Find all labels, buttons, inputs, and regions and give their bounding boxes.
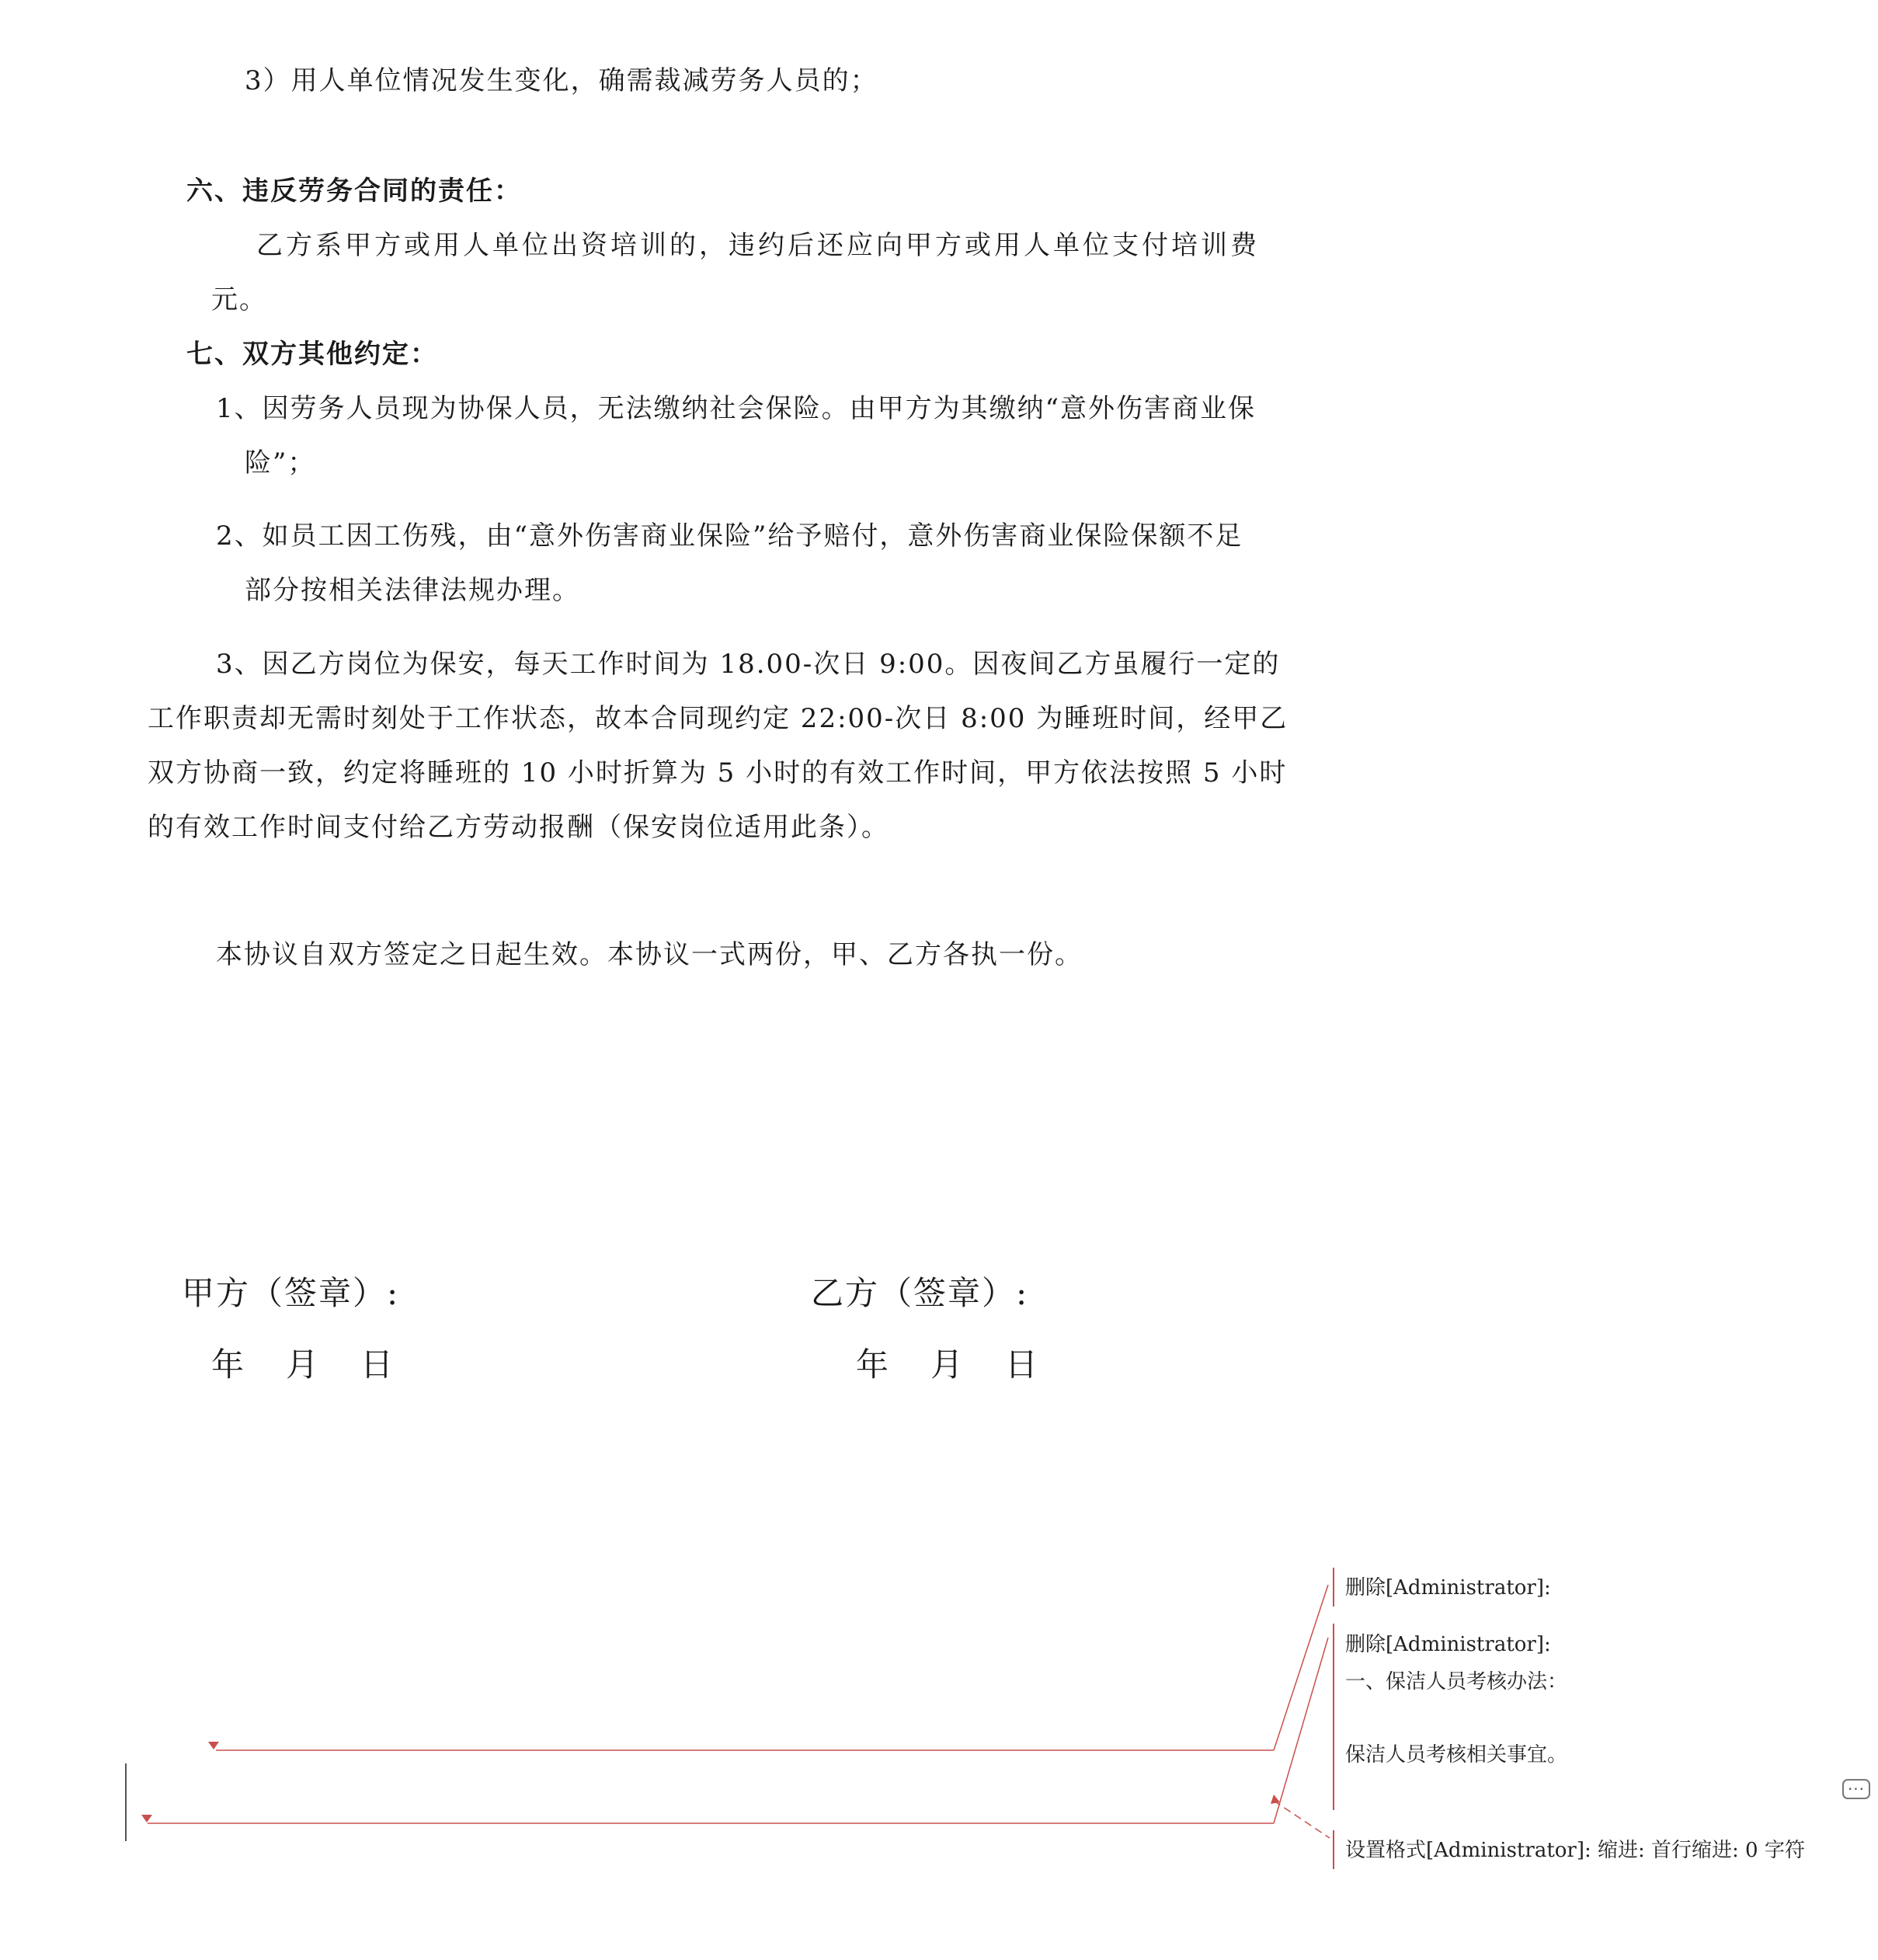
clause-3-line-3: 双方协商一致，约定将睡班的 10 小时折算为 5 小时的有效工作时间，甲方依法按照 5 小时 (148, 757, 1288, 789)
clause-2-line-1: 2、如员工因工伤残，由“意外伤害商业保险”给予赔付，意外伤害商业保险保额不足 (216, 520, 1243, 552)
party-a-date: 年 月 日 (211, 1346, 398, 1384)
revision-marker-3 (1271, 1795, 1280, 1804)
more-options-icon[interactable]: ··· (1842, 1779, 1870, 1799)
comment-3-bar (1333, 1830, 1334, 1869)
comment-2-label[interactable]: 删除[Administrator]: (1345, 1633, 1551, 1656)
comment-2-line-2: 保洁人员考核相关事宜。 (1345, 1743, 1568, 1767)
party-b-date: 年 月 日 (856, 1346, 1043, 1384)
section-7-heading: 七、双方其他约定： (186, 339, 438, 370)
comment-3-label[interactable]: 设置格式[Administrator]: 缩进: 首行缩进: 0 字符 (1345, 1839, 1805, 1862)
effective-clause: 本协议自双方签定之日起生效。本协议一式两份，甲、乙方各执一份。 (216, 939, 1083, 970)
section-6-heading: 六、违反劳务合同的责任： (186, 176, 522, 207)
revision-marker-2 (141, 1815, 152, 1822)
item-3: 3）用人单位情况发生变化，确需裁减劳务人员的； (245, 65, 878, 96)
clause-1-line-2: 险”； (245, 447, 316, 479)
clause-1-line-1: 1、因劳务人员现为协保人员，无法缴纳社会保险。由甲方为其缴纳“意外伤害商业保 (216, 393, 1257, 424)
party-a-signature: 甲方（签章）: (182, 1274, 400, 1312)
section-6-line-2: 元。 (211, 284, 267, 315)
revision-marker-1 (208, 1742, 219, 1749)
party-b-signature: 乙方（签章）: (811, 1274, 1029, 1312)
section-6-line-1: 乙方系甲方或用人单位出资培训的，违约后还应向甲方或用人单位支付培训费 (256, 230, 1260, 261)
clause-3-line-1: 3、因乙方岗位为保安，每天工作时间为 18.00-次日 9:00。因夜间乙方虽履行一定的 (216, 649, 1281, 680)
clause-3-line-2: 工作职责却无需时刻处于工作状态，故本合同现约定 22:00-次日 8:00 为睡班时间，经甲乙 (148, 703, 1289, 734)
comment-2-line-1: 一、保洁人员考核办法： (1345, 1670, 1568, 1694)
comment-2-bar (1333, 1624, 1334, 1810)
clause-3-line-4: 的有效工作时间支付给乙方劳动报酬（保安岗位适用此条）。 (148, 812, 889, 843)
comment-1-label[interactable]: 删除[Administrator]: (1345, 1576, 1551, 1600)
comment-1-bar (1333, 1568, 1334, 1607)
clause-2-line-2: 部分按相关法律法规办理。 (245, 575, 580, 606)
